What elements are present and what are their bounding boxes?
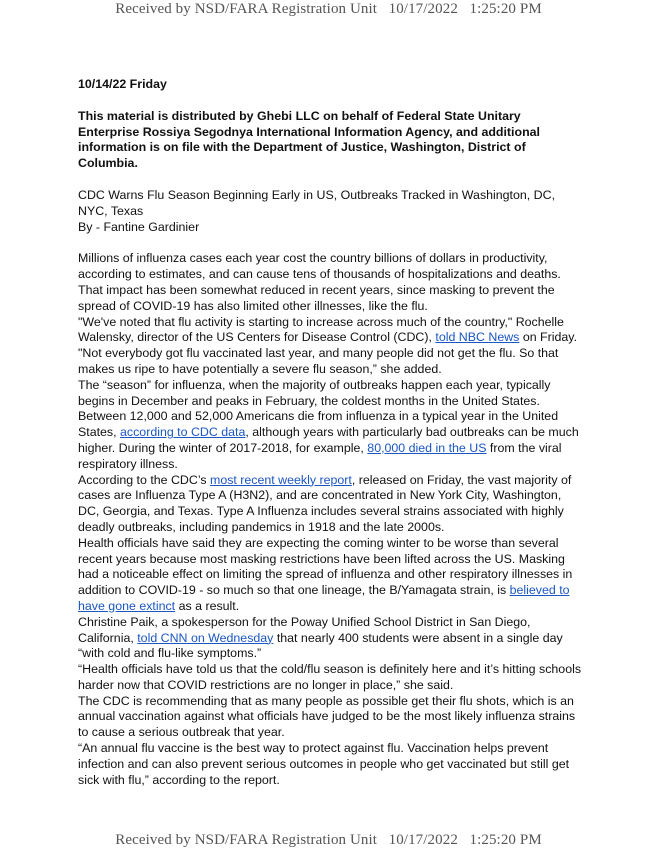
paragraph-6-text-a: According to the CDC’s — [78, 472, 210, 487]
paragraph-10: The CDC is recommending that as many people as possible get their flu shots, which is an annual vaccination against what officials have judged to be the most likely influenza strains to cause a serious outbreak that year. — [78, 693, 576, 740]
paragraph-7 — [78, 536, 582, 615]
paragraph-5-text-a: Between 12,000 and 52,000 Americans die from influenza in a typical year in the United States, — [78, 409, 559, 440]
link-weekly-report[interactable]: most recent weekly report — [210, 472, 352, 487]
headline-block — [78, 188, 582, 235]
article-date: 10/14/22 Friday — [78, 77, 167, 91]
article-headline: CDC Warns Flu Season Beginning Early in US, Outbreaks Tracked in Washington, DC, NYC, Texas — [78, 187, 556, 218]
paragraph-6-text-b: , released on Friday, the vast majority of cases are Influenza Type A (H3N2), and are concentrated in New York City, Washington, DC, Georgia, and Texas. Type A Influenza includes several strains associated with highly deadly outbreaks, including pandemics in 1918 and the late 2000s. — [78, 472, 572, 534]
paragraph-7-text-a: Health officials have said they are expecting the coming winter to be worse than several recent years because most masking restrictions have been lifted across the US. Masking had a noticeable effect on limiting the spread of influenza and other respiratory illnesses in addition to COVID-19 - so much so that one lineage, the B/Yamagata strain, is — [78, 535, 573, 598]
fara-disclaimer: This material is distributed by Ghebi LLC on behalf of Federal State Unitary Enterprise Rossiya Segodnya International Information Agency, and additional information is on file with the Department of Justice, Washington, District of Columbia. — [78, 108, 540, 171]
paragraph-4: The “season” for influenza, when the majority of outbreaks happen each year, typically begins in December and peaks in February, the coldest months in the United States. — [78, 377, 551, 408]
paragraph-7-text-b: as a result. — [175, 598, 240, 613]
link-told-nbc-news[interactable]: told NBC News — [435, 330, 520, 345]
link-gone-extinct[interactable]: believed to have gone extinct — [78, 583, 570, 613]
registration-stamp-top: Received by NSD/FARA Registration Unit 10/17/2022 1:25:20 PM — [115, 1, 542, 17]
link-told-cnn[interactable]: told CNN on Wednesday — [137, 630, 274, 645]
link-80000-died[interactable]: 80,000 died in the US — [367, 440, 487, 455]
paragraph-11: “An annual flu vaccine is the best way to protect against flu. Vaccination helps prevent infection and can also prevent serious outcomes in people who get vaccinated but still get sick with flu,” according to the report. — [78, 741, 570, 787]
paragraph-1: Millions of influenza cases each year cost the country billions of dollars in productivity, according to estimates, and can cause tens of thousands of hospitalizations and deaths. That impact has been somewhat reduced in recent years, since masking to prevent the spread of COVID-19 has also limited other illnesses, like the flu. — [78, 251, 561, 313]
paragraph-2 — [78, 315, 582, 347]
paragraph-8 — [78, 615, 582, 662]
paragraph-5-text-b: , although years with particularly bad outbreaks can be much higher. During the winter of 2017-2018, for example, — [78, 425, 579, 455]
paragraph-8-text-a: Christine Paik, a spokesperson for the Poway Unified School District in San Diego, California, — [78, 614, 531, 645]
paragraph-6 — [78, 473, 582, 536]
paragraph-9: “Health officials have told us that the cold/flu season is definitely here and it’s hitting schools harder now that COVID restrictions are no longer in place,” she said. — [78, 662, 582, 692]
paragraph-5 — [78, 409, 582, 472]
paragraph-3: "Not everybody got flu vaccinated last year, and many people did not get the flu. So that makes us ripe to have potentially a severe flu season,” she added. — [78, 346, 559, 376]
link-cdc-data[interactable]: according to CDC data — [120, 425, 246, 440]
paragraph-2-text-b: on Friday. — [519, 330, 578, 345]
paragraph-8-text-b: that nearly 400 students were absent in a single day “with cold and flu-like symptoms.” — [78, 630, 563, 661]
article — [78, 77, 582, 788]
registration-stamp-bottom: Received by NSD/FARA Registration Unit 10/17/2022 1:25:20 PM — [115, 832, 542, 848]
article-byline: By - Fantine Gardinier — [78, 219, 200, 234]
paragraph-2-text-a: "We've noted that flu activity is starting to increase across much of the country," Rochelle Walensky, director of the US Centers for Disease Control (CDC), — [78, 314, 564, 345]
paragraph-5-text-c: from the viral respiratory illness. — [78, 440, 562, 471]
